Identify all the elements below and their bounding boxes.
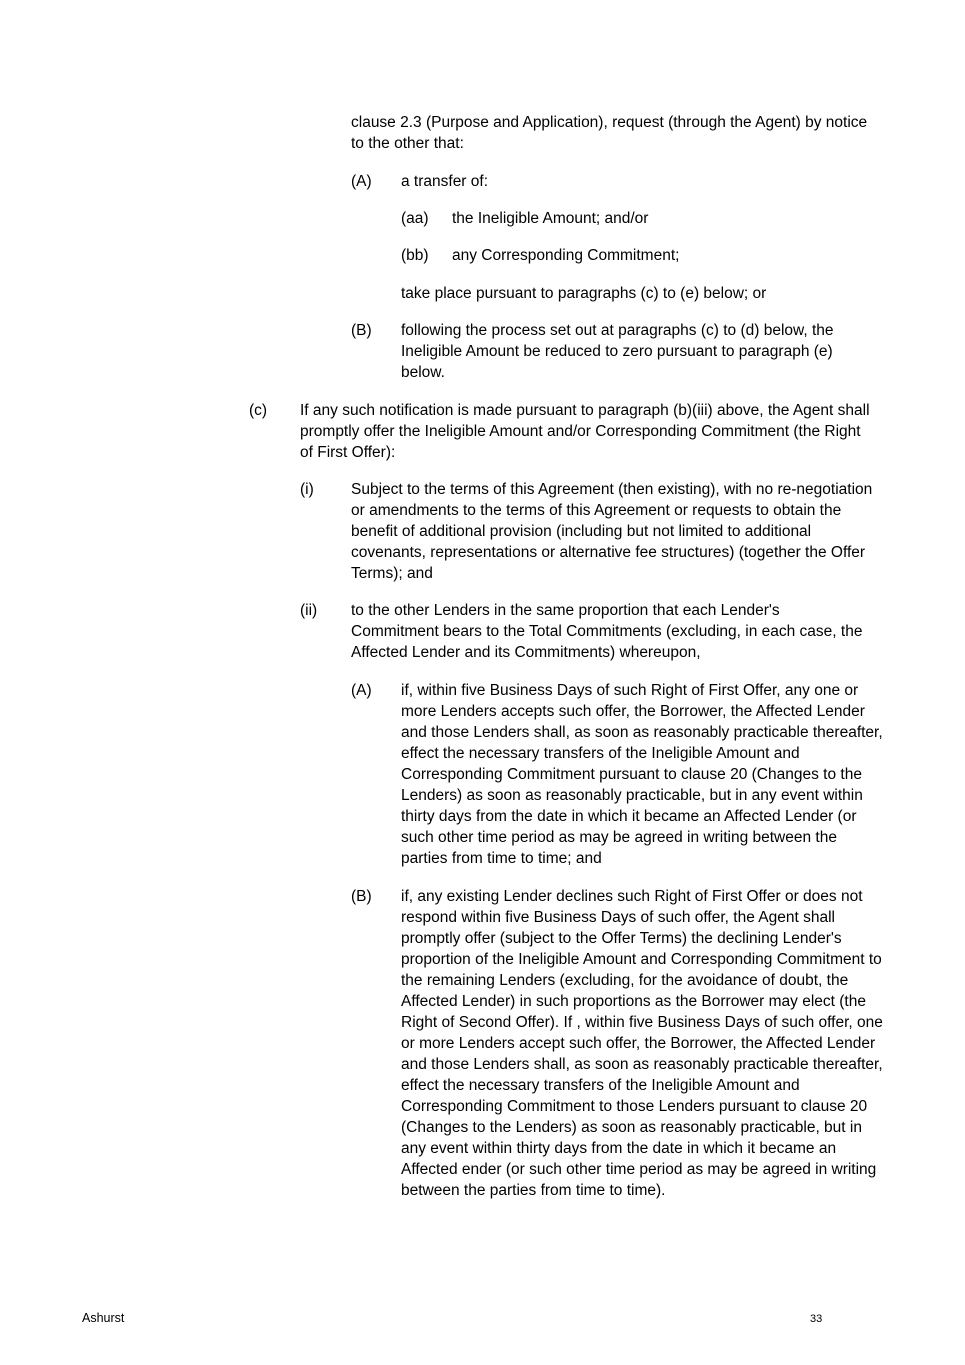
item-b-B-label: (B): [351, 322, 372, 339]
item-b-A-text: a transfer of:: [401, 173, 489, 190]
item-aa-label: (aa): [401, 210, 429, 227]
item-aa-text: the Ineligible Amount; and/or: [452, 210, 649, 227]
item-c-ii-B-label: (B): [351, 888, 372, 905]
item-bb-text: any Corresponding Commitment;: [452, 247, 680, 264]
item-A-tail-text: take place pursuant to paragraphs (c) to (e) below; or: [401, 285, 767, 302]
intro-paragraph: clause 2.3 (Purpose and Application), request (through the Agent) by notice to the other that:: [351, 114, 868, 152]
item-c-i-text: Subject to the terms of this Agreement (then existing), with no re-negotiation or amendments to the terms of this Agreement or requests to obtain the benefit of additional provision (including but not limited to additional covenants, representations or alternative fee structures) (together the Offer Terms); and: [351, 481, 873, 582]
item-b-B-text: following the process set out at paragraphs (c) to (d) below, the Ineligible Amount be reduced to zero pursuant to paragraph (e) below.: [401, 322, 834, 381]
item-c-ii-text: to the other Lenders in the same proportion that each Lender's Commitment bears to the Total Commitments (excluding, in each case, the Affected Lender and its Commitments) whereupon,: [351, 602, 863, 661]
paragraph-c-text: If any such notification is made pursuant to paragraph (b)(iii) above, the Agent shall promptly offer the Ineligible Amount and/or Corresponding Commitment (the Right of First Offer):: [300, 402, 870, 461]
page-number: 33: [810, 1313, 823, 1325]
item-c-ii-A-label: (A): [351, 682, 372, 699]
item-c-i-label: (i): [300, 481, 314, 498]
item-bb-label: (bb): [401, 247, 429, 264]
item-c-ii-label: (ii): [300, 602, 318, 619]
item-c-ii-B-text: if, any existing Lender declines such Right of First Offer or does not respond within five Business Days of such offer, the Agent shall promptly offer (subject to the Offer Terms) the declining Lender's proportion of the Ineligible Amount and Corresponding Commitment to the remaining Lenders (excluding, for the avoidance of doubt, the Affected Lender) in such proportions as the Borrower may elect (the Right of Second Offer). If , within five Business Days of such offer, one or more Lenders accept such offer, the Borrower, the Affected Lender and those Lenders shall, as soon as reasonably practicable thereafter, effect the necessary transfers of the Ineligible Amount and Corresponding Commitment to those Lenders pursuant to clause 20 (Changes to the Lenders) as soon as reasonably practicable, but in any event within thirty days from the date in which it became an Affected ender (or such other time period as may be agreed in writing between the parties from time to time).: [401, 888, 883, 1199]
item-c-ii-A-text: if, within five Business Days of such Right of First Offer, any one or more Lenders accepts such offer, the Borrower, the Affected Lender and those Lenders shall, as soon as reasonably practicable thereafter, effect the necessary transfers of the Ineligible Amount and Corresponding Commitment pursuant to clause 20 (Changes to the Lenders) as soon as reasonably practicable, but in any event within thirty days from the date in which it became an Affected Lender (or such other time period as may be agreed in writing between the parties from time to time; and: [401, 682, 883, 867]
footer-firm-name: Ashurst: [82, 1311, 125, 1325]
paragraph-c-label: (c): [249, 402, 268, 419]
item-b-A-label: (A): [351, 173, 372, 190]
